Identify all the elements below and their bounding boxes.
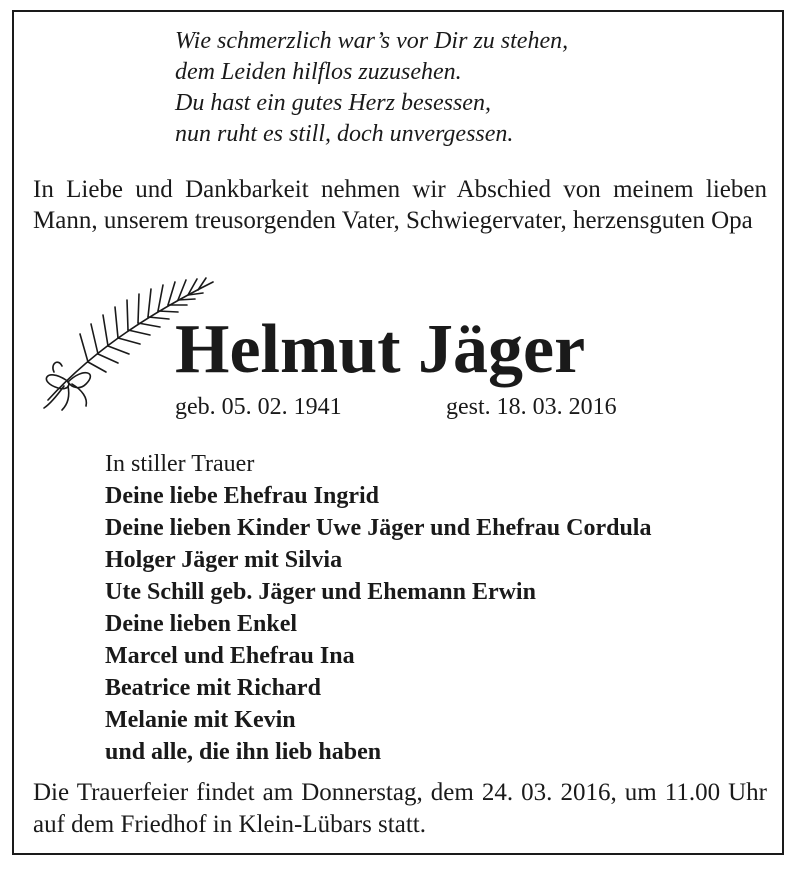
poem-line: Wie schmerzlich war’s vor Dir zu stehen, [175, 28, 569, 54]
mourner-line: Marcel und Ehefrau Ina [105, 643, 355, 669]
mourner-line: Deine liebe Ehefrau Ingrid [105, 483, 379, 509]
poem-line: Du hast ein gutes Herz besessen, [175, 90, 491, 116]
mourner-line: Deine lieben Kinder Uwe Jäger und Ehefrau Cordula [105, 515, 652, 541]
mourner-line: Holger Jäger mit Silvia [105, 547, 343, 573]
birth-date: geb. 05. 02. 1941 [175, 394, 342, 420]
poem-line: nun ruht es still, doch unvergessen. [175, 121, 514, 147]
mourners-heading: In stiller Trauer [105, 451, 255, 477]
intro-text: In Liebe und Dankbarkeit nehmen wir Abschied von meinem lieben Mann, unserem treusorgenden Vater, Schwiegervater, herzensguten Opa [33, 176, 767, 234]
deceased-name: Helmut Jäger [175, 311, 586, 388]
mourner-line: und alle, die ihn lieb haben [105, 739, 382, 765]
mourner-line: Beatrice mit Richard [105, 675, 321, 701]
poem-line: dem Leiden hilflos zuzusehen. [175, 59, 462, 85]
mourner-line: Deine lieben Enkel [105, 611, 298, 637]
funeral-service-text: Die Trauerfeier findet am Donnerstag, dem 24. 03. 2016, um 11.00 Uhr auf dem Friedhof in Klein-Lübars statt. [33, 779, 767, 838]
mourner-line: Ute Schill geb. Jäger und Ehemann Erwin [105, 579, 536, 605]
mourner-line: Melanie mit Kevin [105, 707, 296, 733]
poem [175, 26, 568, 150]
life-dates [175, 392, 617, 422]
mourners-list [105, 448, 651, 768]
death-date: gest. 18. 03. 2016 [446, 394, 617, 420]
